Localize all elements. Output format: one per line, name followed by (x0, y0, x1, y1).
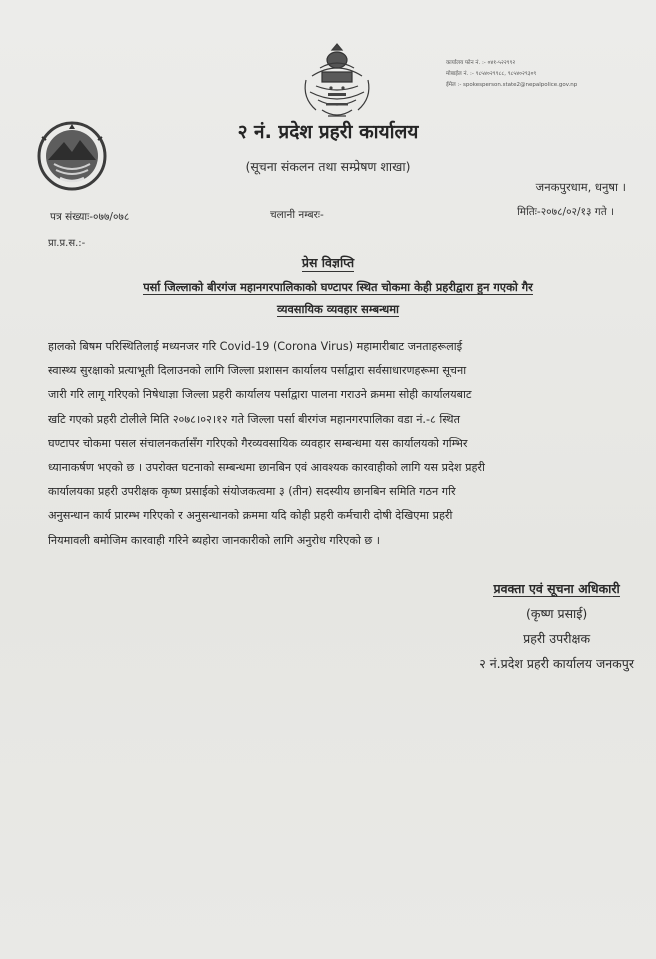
press-release-heading (0, 254, 656, 271)
body-line: हालको बिषम परिस्थितिलाई मध्यनजर गरि Covid-19 (Corona Virus) महामारीबाट जनताहरूलाई (48, 340, 463, 353)
signatory-role: प्रवक्ता एवं सूचना अधिकारी (493, 581, 620, 596)
body-line: अनुसन्धान कार्य प्रारम्भ गरिएको र अनुसन्धानको क्रममा यदि कोही प्रहरी कर्मचारी दोषी देखिएमा प्रहरी (48, 509, 453, 523)
office-branch: (सूचना संकलन तथा सम्प्रेषण शाखा) (245, 159, 411, 174)
subject (48, 276, 628, 320)
nepal-police-emblem-icon (298, 40, 376, 126)
contact-mobile: मोबाईल नं. :- ९८५४०२९९८८, ९८५४०२९३०९ (446, 71, 537, 77)
signatory-office: २ नं.प्रदेश प्रहरी कार्यालय जनकपुर (479, 656, 634, 671)
office-title: २ नं. प्रदेश प्रहरी कार्यालय (237, 121, 419, 143)
contact-phone: कार्यालय फोन नं. :- ०४१-५२२९९२ (446, 60, 516, 66)
subject-line-1: पर्सा जिल्लाको बीरगंज महानगरपालिकाको घण्टापर स्थित चोकमा केही प्रहरीद्वारा हुन गएको गैर (143, 280, 533, 294)
body-line: खटि गएको प्रहरी टोलीले मिति २०७८।०२।१२ गते जिल्ला पर्सा बीरगंज महानगरपालिका वडा नं.-८ स्थित (48, 412, 460, 426)
signatory-name: (कृष्ण प्रसाई) (525, 606, 588, 621)
body-line: जारी गरि लागू गरिएको निषेधाज्ञा जिल्ला प्रहरी कार्यालय पर्साद्वारा पालना गराउने क्रममा सोही कार्यालयबाट (48, 388, 472, 402)
subject-line-2: व्यवसायिक व्यवहार सम्बन्धमा (276, 302, 400, 316)
signature-block (479, 576, 634, 676)
letter-number: पत्र संख्याः-०७७/०७८ (50, 211, 130, 223)
body-paragraph (48, 335, 638, 553)
contact-email: ईमेल :- spokesperson.state2@nepalpolice.gov.np (446, 82, 578, 88)
dispatch-number: चलानी नम्बरः- (270, 209, 324, 221)
body-line: घण्टापर चोकमा पसल संचालनकर्तासँग गरिएको गैरव्यवसायिक व्यवहार सम्बन्धमा यस कार्यालयको गम्भिर (48, 436, 468, 450)
office-location: जनकपुरधाम, धनुषा । (535, 180, 626, 194)
body-line: स्वास्थ्य सुरक्षाको प्रत्याभूती दिलाउनको लागि जिल्ला प्रशासन कार्यालय पर्साद्वारा सर्वसाधारणहरूमा सूचना (48, 364, 467, 378)
body-line: नियमावली बमोजिम कारवाही गरिने ब्यहोरा जानकारीको लागि अनुरोध गरिएको छ । (48, 533, 381, 547)
press-release-title: प्रेस विज्ञप्ति (301, 255, 355, 270)
contact-block (446, 58, 577, 91)
body-line: कार्यालयका प्रहरी उपरीक्षक कृष्ण प्रसाईको संयोजकत्वमा ३ (तीन) सदस्यीय छानबिन समिति गठन गरि (48, 485, 456, 499)
body-line: ध्यानाकर्षण भएको छ । उपरोक्त घटनाको सम्बन्धमा छानबिन एवं आवश्यक कारवाहीको लागि यस प्रदेश प्रहरी (48, 461, 485, 475)
letter-date: मितिः-२०७८/०२/१३ गते । (517, 206, 614, 218)
signatory-rank: प्रहरी उपरीक्षक (523, 631, 591, 646)
pps-number: प्रा.प्र.स.:- (48, 238, 86, 249)
